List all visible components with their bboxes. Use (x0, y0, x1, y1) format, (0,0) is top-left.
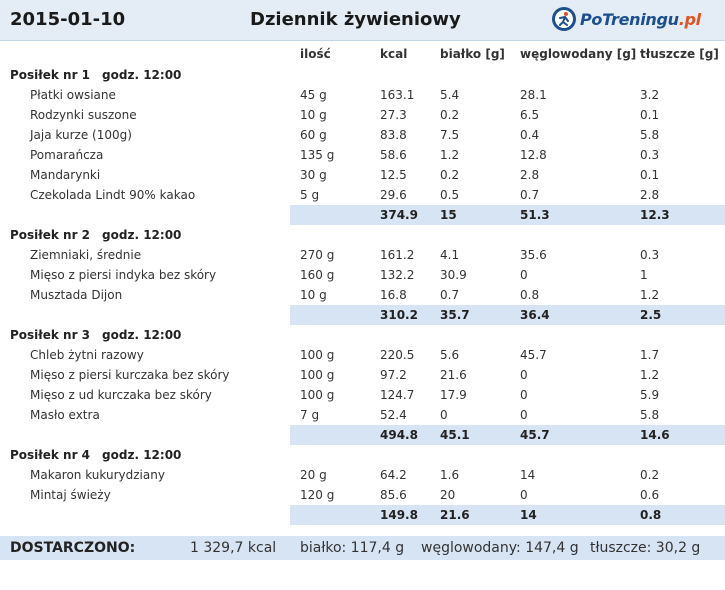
meal-header (10, 328, 181, 342)
total-fat: tłuszcze: 30,2 g (590, 540, 701, 556)
food-name: Ziemniaki, średnie (30, 248, 142, 262)
food-name: Mintaj świeży (30, 488, 111, 502)
meal-sum-fat: 14.6 (640, 428, 670, 442)
meal-sum-protein: 21.6 (440, 508, 470, 522)
logo-main-text: PoTreningu (580, 9, 679, 29)
food-qty: 100 g (300, 368, 335, 382)
food-kcal: 124.7 (380, 388, 415, 402)
food-carbs: 35.6 (520, 248, 547, 262)
food-qty: 100 g (300, 348, 335, 362)
meal-time: godz. 12:00 (102, 68, 182, 82)
food-qty: 120 g (300, 488, 335, 502)
food-qty: 270 g (300, 248, 335, 262)
food-qty: 10 g (300, 108, 327, 122)
food-carbs: 0.7 (520, 188, 540, 202)
food-name: Mandarynki (30, 168, 101, 182)
meal-sum-protein: 15 (440, 208, 457, 222)
meal-header (10, 448, 181, 462)
food-carbs: 0 (520, 268, 528, 282)
food-carbs: 0.4 (520, 128, 540, 142)
total-label: DOSTARCZONO: (10, 540, 136, 556)
food-fat: 0.6 (640, 488, 660, 502)
food-carbs: 45.7 (520, 348, 547, 362)
food-name: Mięso z piersi indyka bez skóry (30, 268, 217, 282)
meal-time: godz. 12:00 (102, 328, 182, 342)
food-carbs: 28.1 (520, 88, 547, 102)
food-protein: 0 (440, 408, 448, 422)
food-kcal: 83.8 (380, 128, 407, 142)
food-kcal: 58.6 (380, 148, 407, 162)
food-protein: 5.6 (440, 348, 460, 362)
food-name: Mięso z piersi kurczaka bez skóry (30, 368, 230, 382)
food-protein: 0.2 (440, 168, 460, 182)
food-protein: 0.5 (440, 188, 460, 202)
food-qty: 135 g (300, 148, 335, 162)
food-qty: 160 g (300, 268, 335, 282)
food-name: Rodzynki suszone (30, 108, 137, 122)
meal-sum-carbs: 45.7 (520, 428, 550, 442)
total-carbs: węglowodany: 147,4 g (421, 540, 579, 556)
food-fat: 0.1 (640, 168, 660, 182)
food-protein: 20 (440, 488, 456, 502)
meal-sum-kcal: 310.2 (380, 308, 418, 322)
food-protein: 30.9 (440, 268, 467, 282)
meal-sum-fat: 2.5 (640, 308, 662, 322)
food-qty: 5 g (300, 188, 320, 202)
food-name: Płatki owsiane (30, 88, 116, 102)
food-protein: 21.6 (440, 368, 467, 382)
food-carbs: 0 (520, 488, 528, 502)
food-fat: 5.8 (640, 128, 660, 142)
page-title: Dziennik żywieniowy (250, 9, 461, 30)
food-qty: 100 g (300, 388, 335, 402)
meal-name: Posiłek nr 4 (10, 448, 91, 462)
food-protein: 1.2 (440, 148, 460, 162)
food-protein: 1.6 (440, 468, 460, 482)
food-kcal: 132.2 (380, 268, 415, 282)
meal-sum-kcal: 374.9 (380, 208, 418, 222)
runner-logo-icon (551, 6, 577, 32)
food-kcal: 27.3 (380, 108, 407, 122)
food-name: Czekolada Lindt 90% kakao (30, 188, 196, 202)
food-protein: 0.7 (440, 288, 460, 302)
food-kcal: 64.2 (380, 468, 407, 482)
food-fat: 1.7 (640, 348, 660, 362)
meal-sum-fat: 12.3 (640, 208, 670, 222)
meal-sum-protein: 35.7 (440, 308, 470, 322)
page-header (0, 0, 725, 41)
food-qty: 60 g (300, 128, 327, 142)
meal-name: Posiłek nr 2 (10, 228, 91, 242)
food-fat: 3.2 (640, 88, 660, 102)
food-name: Makaron kukurydziany (30, 468, 165, 482)
food-carbs: 0 (520, 408, 528, 422)
food-carbs: 0.8 (520, 288, 540, 302)
total-kcal: 1 329,7 kcal (190, 540, 277, 556)
food-protein: 17.9 (440, 388, 467, 402)
food-carbs: 0 (520, 368, 528, 382)
food-qty: 7 g (300, 408, 320, 422)
meal-sum-protein: 45.1 (440, 428, 470, 442)
kcal-header: kcal (380, 47, 408, 61)
food-carbs: 2.8 (520, 168, 540, 182)
food-carbs: 12.8 (520, 148, 547, 162)
food-qty: 20 g (300, 468, 327, 482)
meal-sum-kcal: 494.8 (380, 428, 418, 442)
meal-sum-carbs: 51.3 (520, 208, 550, 222)
food-protein: 0.2 (440, 108, 460, 122)
food-fat: 1 (640, 268, 648, 282)
food-qty: 10 g (300, 288, 327, 302)
food-kcal: 12.5 (380, 168, 407, 182)
logo-text (580, 10, 701, 29)
food-fat: 0.3 (640, 148, 660, 162)
food-kcal: 29.6 (380, 188, 407, 202)
food-carbs: 6.5 (520, 108, 540, 122)
food-fat: 1.2 (640, 288, 660, 302)
food-kcal: 220.5 (380, 348, 415, 362)
food-protein: 5.4 (440, 88, 460, 102)
food-fat: 1.2 (640, 368, 660, 382)
food-name: Masło extra (30, 408, 100, 422)
meal-sum-kcal: 149.8 (380, 508, 418, 522)
food-qty: 30 g (300, 168, 327, 182)
food-qty: 45 g (300, 88, 327, 102)
carbs-header: węglowodany [g] (520, 47, 637, 61)
food-kcal: 163.1 (380, 88, 415, 102)
logo-domain-text: .pl (678, 9, 701, 29)
food-fat: 0.3 (640, 248, 660, 262)
food-carbs: 0 (520, 388, 528, 402)
food-name: Mięso z ud kurczaka bez skóry (30, 388, 212, 402)
meal-name: Posiłek nr 3 (10, 328, 91, 342)
meal-header (10, 228, 181, 242)
food-kcal: 52.4 (380, 408, 407, 422)
food-protein: 4.1 (440, 248, 460, 262)
meal-header (10, 68, 181, 82)
qty-header: ilość (300, 47, 331, 61)
food-fat: 5.9 (640, 388, 660, 402)
protein-header: białko [g] (440, 47, 505, 61)
food-kcal: 97.2 (380, 368, 407, 382)
meal-sum-fat: 0.8 (640, 508, 662, 522)
food-name: Jaja kurze (100g) (30, 128, 132, 142)
food-kcal: 161.2 (380, 248, 415, 262)
meal-sum-carbs: 36.4 (520, 308, 550, 322)
fat-header: tłuszcze [g] (640, 47, 719, 61)
meal-sum-carbs: 14 (520, 508, 537, 522)
food-kcal: 16.8 (380, 288, 407, 302)
total-protein: białko: 117,4 g (300, 540, 405, 556)
diary-date: 2015-01-10 (10, 9, 126, 30)
potreningu-logo[interactable] (551, 5, 701, 33)
food-name: Musztada Dijon (30, 288, 123, 302)
daily-total-bar (0, 536, 725, 560)
food-kcal: 85.6 (380, 488, 407, 502)
food-fat: 0.1 (640, 108, 660, 122)
food-fat: 0.2 (640, 468, 660, 482)
food-name: Pomarańcza (30, 148, 104, 162)
food-name: Chleb żytni razowy (30, 348, 144, 362)
food-fat: 5.8 (640, 408, 660, 422)
food-protein: 7.5 (440, 128, 460, 142)
meal-time: godz. 12:00 (102, 448, 182, 462)
food-fat: 2.8 (640, 188, 660, 202)
food-carbs: 14 (520, 468, 536, 482)
meal-time: godz. 12:00 (102, 228, 182, 242)
meal-name: Posiłek nr 1 (10, 68, 91, 82)
